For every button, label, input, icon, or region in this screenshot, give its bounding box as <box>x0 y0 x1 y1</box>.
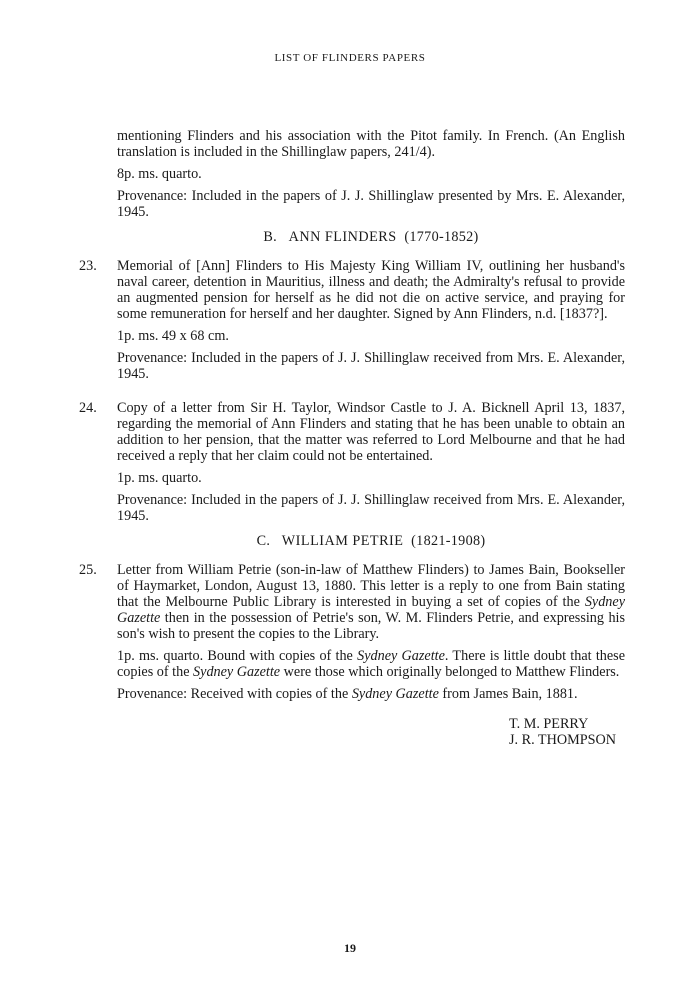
section-dates: (1821-1908) <box>411 533 486 549</box>
entry-number: 25. <box>79 562 97 578</box>
entry-provenance: Provenance: Included in the papers of J. J. Shillinglaw received from Mrs. E. Alexander, 1945. <box>117 492 625 524</box>
title-italic: Sydney Gazette <box>117 594 625 626</box>
section-name: WILLIAM PETRIE <box>281 533 404 549</box>
title-italic: Sydney Gazette <box>357 648 445 664</box>
entry-25 <box>79 562 625 702</box>
signature-block <box>509 716 625 748</box>
entry-description: Copy of a letter from Sir H. Taylor, Windsor Castle to J. A. Bicknell April 13, 1837, regarding the memorial of Ann Flinders and stating that he has been unable to obtain an addition to her pension, that the matter was referred to Lord Melbourne and that he had received a reply that her claim could not be entertained. <box>117 400 625 464</box>
entry-physical-description: 1p. ms. quarto. Bound with copies of the Sydney Gazette. There is little doubt that these copies of the Sydney Gazette were those which originally belonged to Matthew Flinders. <box>117 648 625 680</box>
section-heading-b <box>117 229 625 245</box>
document-body <box>79 128 625 748</box>
entry-number: 23. <box>79 258 97 274</box>
intro-provenance: Provenance: Included in the papers of J. J. Shillinglaw presented by Mrs. E. Alexander, 1945. <box>117 188 625 220</box>
entry-description: Memorial of [Ann] Flinders to His Majesty King William IV, outlining her husband's naval career, detention in Mauritius, illness and death; the Admiralty's refusal to provide an augmented pension for herself as he did not die on active service, and praying for some remuneration for herself and her daughter. Signed by Ann Flinders, n.d. [1837?]. <box>117 258 625 322</box>
intro-physical-description: 8p. ms. quarto. <box>117 166 202 182</box>
entry-description: Letter from William Petrie (son-in-law of Matthew Flinders) to James Bain, Bookseller of Haymarket, London, August 13, 1880. This letter is a reply to one from Bain stating that the Melbourne Public Library is interested in buying a set of copies of the Sydney Gazette then in the possession of Petrie's son, W. M. Flinders Petrie, and expressing his son's wish to present the copies to the Library. <box>117 562 625 642</box>
section-name: ANN FLINDERS <box>288 229 397 245</box>
section-letter: B. <box>263 229 278 245</box>
entry-provenance: Provenance: Included in the papers of J. J. Shillinglaw received from Mrs. E. Alexander, 1945. <box>117 350 625 382</box>
entry-23 <box>79 258 625 382</box>
section-letter: C. <box>256 533 271 549</box>
entry-number: 24. <box>79 400 97 416</box>
section-dates: (1770-1852) <box>404 229 479 245</box>
entry-24 <box>79 400 625 524</box>
title-italic: Sydney Gazette <box>193 664 281 680</box>
entry-physical-description: 1p. ms. quarto. <box>117 470 202 486</box>
page-number: 19 <box>344 941 356 955</box>
entry-physical-description: 1p. ms. 49 x 68 cm. <box>117 328 229 344</box>
section-heading-c <box>117 533 625 549</box>
signatory: T. M. PERRY <box>509 716 589 732</box>
title-italic: Sydney Gazette <box>351 686 439 702</box>
entry-provenance: Provenance: Received with copies of the Sydney Gazette from James Bain, 1881. <box>117 686 578 702</box>
signatory: J. R. THOMPSON <box>509 732 616 748</box>
running-head: LIST OF FLINDERS PAPERS <box>274 52 426 64</box>
intro-description: mentioning Flinders and his association with the Pitot family. In French. (An English translation is included in the Shillinglaw papers, 241/4). <box>117 128 625 160</box>
